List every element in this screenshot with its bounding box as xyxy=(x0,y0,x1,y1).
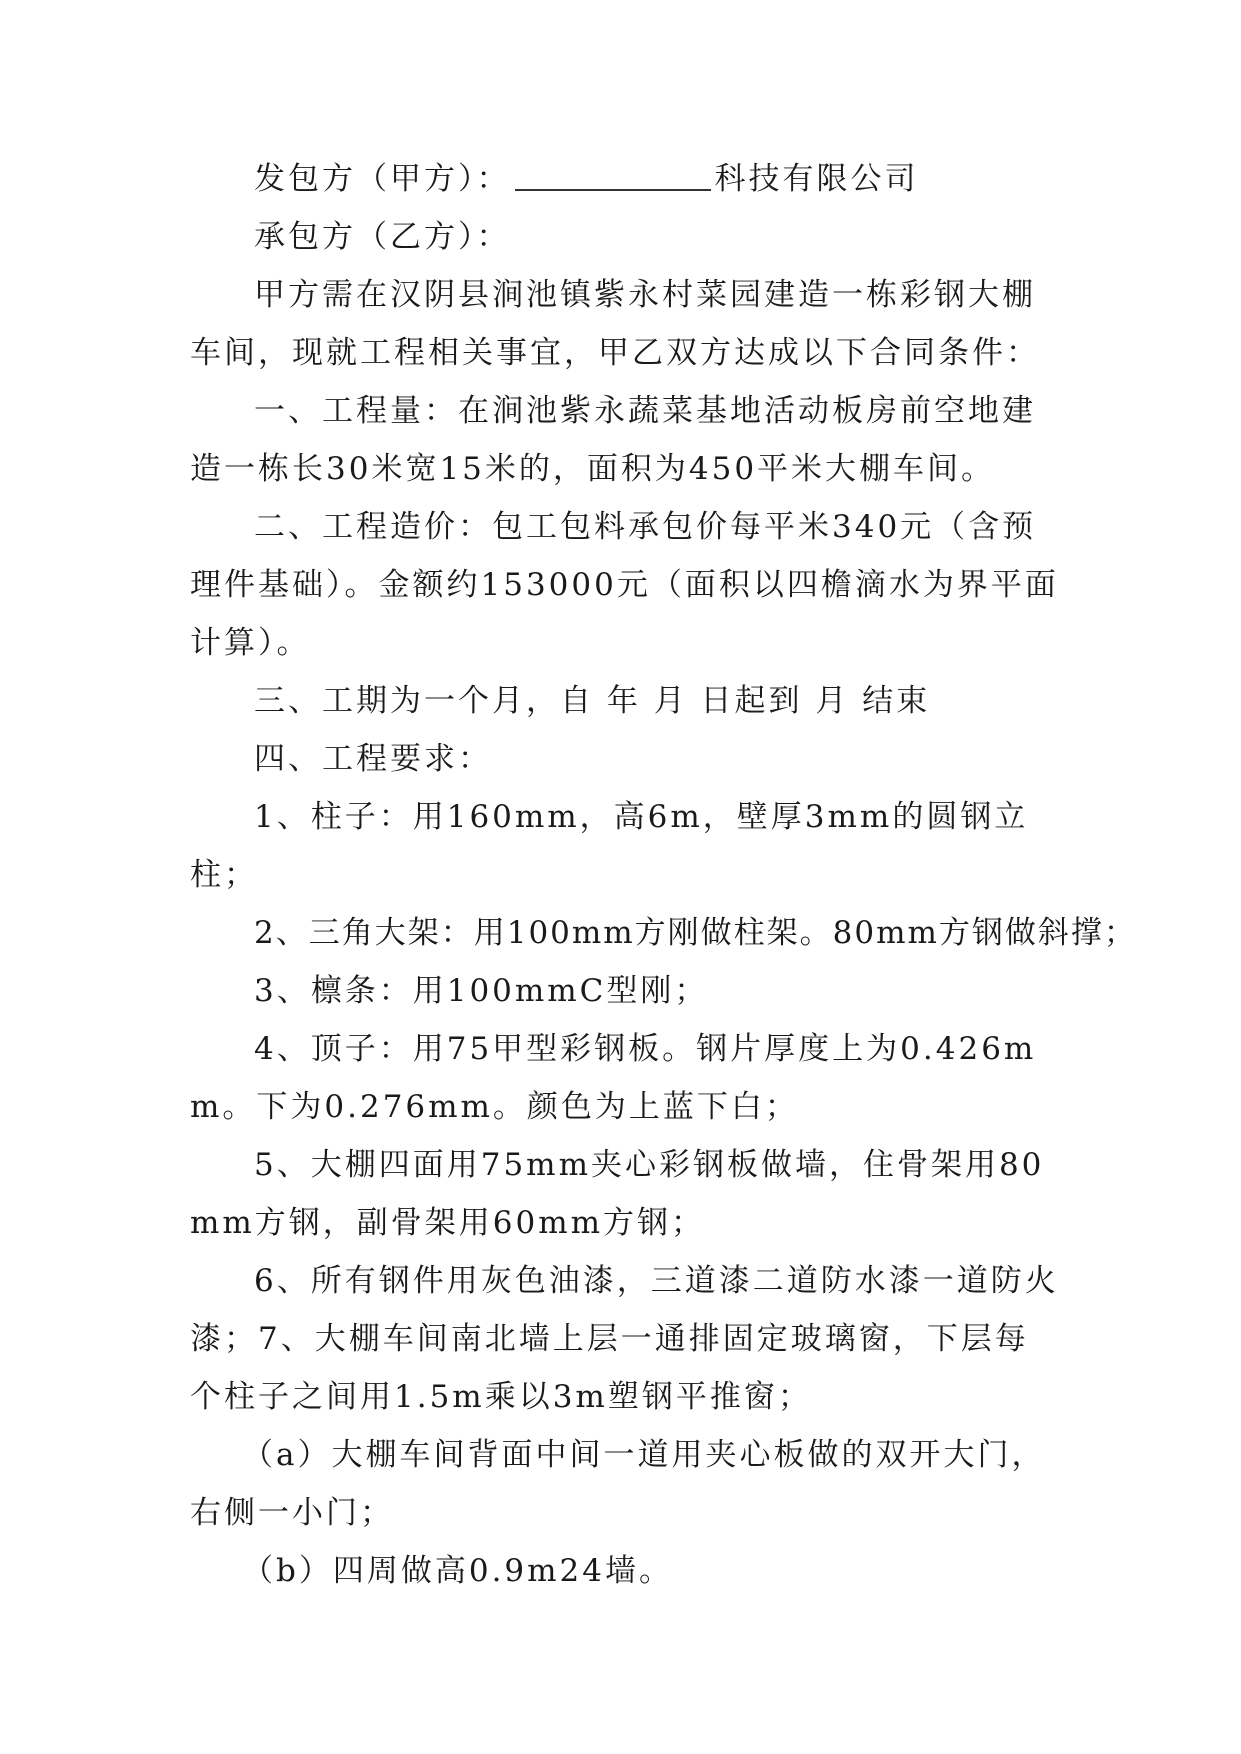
contract-document xyxy=(190,150,1137,1600)
requirement-columns: 1、柱子：用160mm，高6m，壁厚3mm的圆钢立柱； xyxy=(190,799,1029,893)
clause-requirements: 四、工程要求： xyxy=(254,741,492,777)
requirement-doors: （a）大棚车间背面中间一道用夹心板做的双开大门，右侧一小门； xyxy=(190,1437,1046,1531)
clause-price: 二、工程造价：包工包料承包价每平米340元（含预理件基础）。金额约153000元（面积以四檐滴水为界平面计算）。 xyxy=(190,509,1059,661)
party-a-line xyxy=(190,150,1060,208)
requirement-walls: 5、大棚四面用75mm夹心彩钢板做墙，住骨架用80mm方钢，副骨架用60mm方钢； xyxy=(190,1147,1045,1241)
party-b-line: 承包方（乙方）： xyxy=(254,219,511,255)
intro-paragraph: 甲方需在汉阴县涧池镇紫永村菜园建造一栋彩钢大棚车间，现就工程相关事宜，甲乙双方达成以下合同条件： xyxy=(190,277,1040,371)
requirement-purlins: 3、檩条：用100mmC型刚； xyxy=(254,973,709,1009)
requirement-paint-windows: 6、所有钢件用灰色油漆，三道漆二道防水漆一道防火漆；7、大棚车间南北墙上层一通排固定玻璃窗，下层每个柱子之间用1.5m乘以3m塑钢平推窗； xyxy=(190,1263,1059,1415)
clause-quantity: 一、工程量：在涧池紫永蔬菜基地活动板房前空地建造一栋长30米宽15米的，面积为450平米大棚车间。 xyxy=(190,393,1036,487)
requirement-base-wall: （b）四周做高0.9m24墙。 xyxy=(242,1553,673,1589)
requirement-truss: 2、三角大架：用100mm方刚做柱架。80mm方钢做斜撑； xyxy=(254,915,1137,951)
requirement-roof: 4、顶子：用75甲型彩钢板。钢片厚度上为0.426mm。下为0.276mm。颜色为上蓝下白； xyxy=(190,1031,1037,1125)
party-a-label: 发包方（甲方）： xyxy=(254,161,511,197)
party-a-suffix: 科技有限公司 xyxy=(714,161,919,197)
clause-schedule: 三、工期为一个月，自 年 月 日起到 月 结束 xyxy=(254,683,931,719)
party-a-name-blank xyxy=(515,159,711,191)
